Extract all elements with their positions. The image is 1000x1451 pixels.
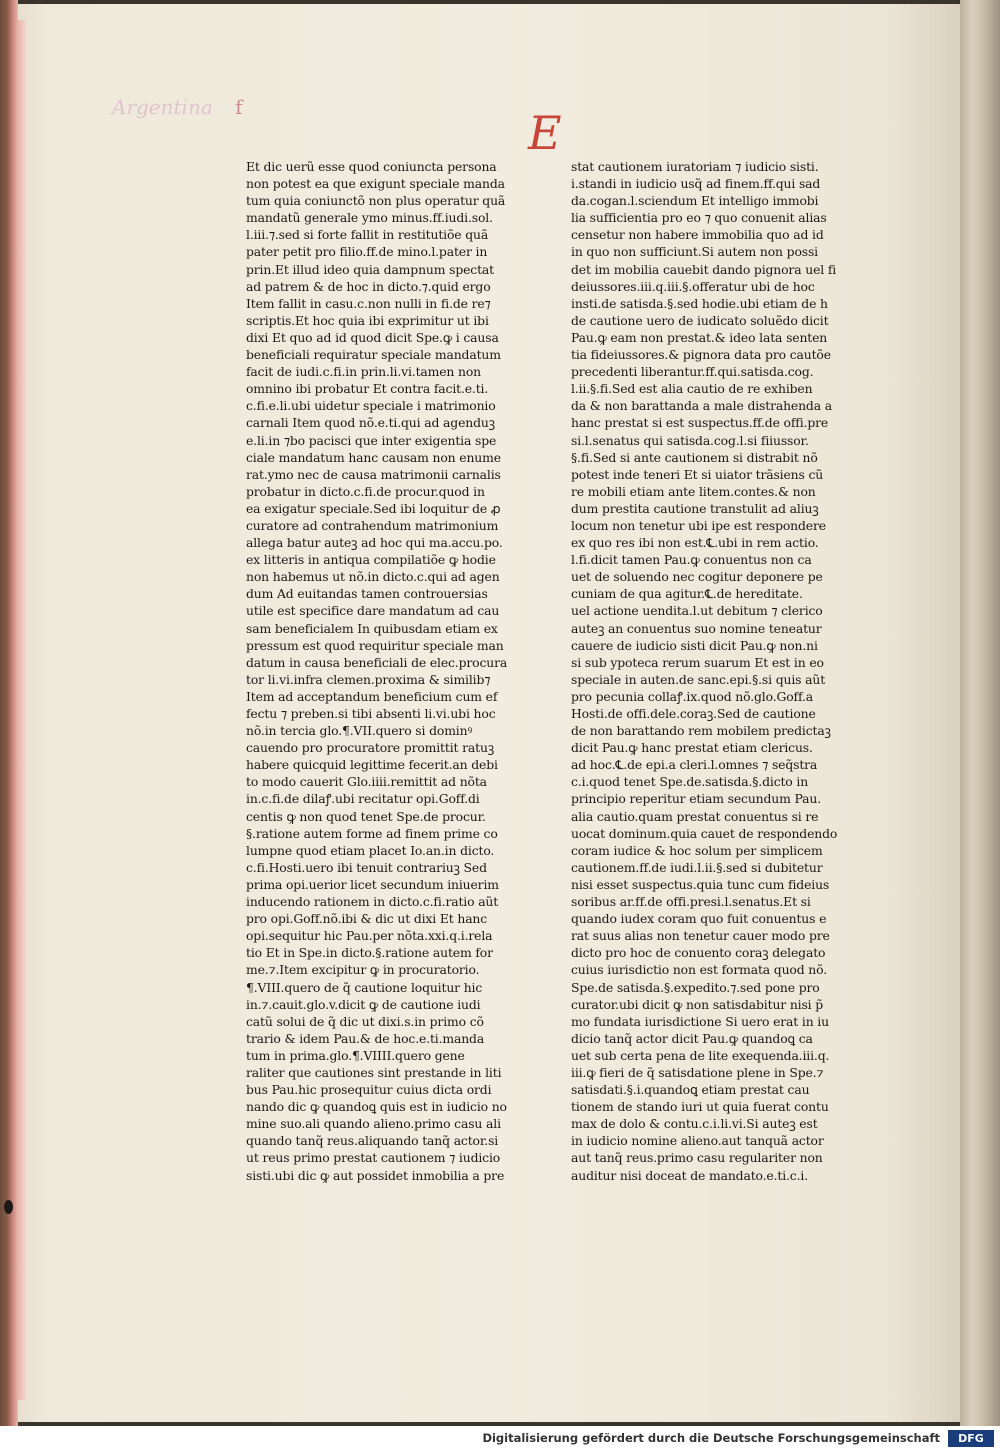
text-line: carnali Item quod nõ.e.ti.qui ad agenduꝫ bbox=[246, 415, 495, 431]
marginal-note-text: Argentina bbox=[112, 95, 213, 119]
text-line: allega batur auteꝫ ad hoc qui ma.accu.po. bbox=[246, 535, 503, 551]
text-line: c.i.quod tenet Spe.de.satisda.§.dicto in bbox=[571, 774, 809, 790]
text-line: Et dic uerũ esse quod coniuncta persona bbox=[246, 159, 497, 174]
text-line: uet sub certa pena de lite exequenda.iii.q. bbox=[571, 1047, 830, 1063]
text-line: bus Pau.hic prosequitur cuius dicta ordi bbox=[246, 1082, 492, 1098]
text-line: potest inde teneri Et si uiator trãsiens cũ bbox=[571, 466, 824, 482]
text-line: in iudicio nomine alieno.aut tanquã actor bbox=[571, 1133, 824, 1149]
text-line: cauendo pro procuratore promittit ratuꝫ bbox=[246, 740, 494, 756]
text-line: dicto pro hoc de conuento coraꝫ delegato bbox=[571, 945, 826, 961]
binding-hole bbox=[4, 1200, 13, 1214]
text-line: insti.de satisda.§.sed hodie.ubi etiam de h bbox=[571, 295, 828, 311]
text-line: nando dic ꝙ quandoꝗ quis est in iudicio no bbox=[246, 1099, 507, 1115]
text-line: dicit Pau.ꝙ hanc prestat etiam clericus. bbox=[571, 740, 813, 756]
text-line: max de dolo & contu.c.i.li.vi.Si auteꝫ est bbox=[571, 1116, 818, 1132]
text-line: beneficiali requiratur speciale mandatum bbox=[246, 347, 501, 363]
text-line: mo fundata iurisdictione Si uero erat in iu bbox=[571, 1013, 829, 1029]
text-line: stat cautionem iuratoriam ⁊ iudicio sisti. bbox=[571, 159, 819, 174]
text-line: Hosti.de offi.dele.coraꝫ.Sed de cautione bbox=[571, 706, 816, 721]
text-line: si.l.senatus qui satisda.cog.l.si fiiussor. bbox=[571, 432, 809, 448]
page-stack-edge bbox=[960, 0, 1000, 1426]
text-column-left bbox=[246, 158, 546, 1184]
text-line: de cautione uero de iudicato soluẽdo dicit bbox=[571, 312, 829, 328]
text-line: trario & idem Pau.& de hoc.e.ti.manda bbox=[246, 1030, 485, 1046]
text-line: ciale mandatum hanc causam non enume bbox=[246, 449, 501, 465]
text-column-right bbox=[571, 158, 871, 1184]
text-line: speciale in auten.de sanc.epi.§.si quis aũt bbox=[571, 671, 826, 687]
text-line: catũ solui de q̃ dic ut dixi.s.in primo cõ bbox=[246, 1013, 484, 1029]
text-line: nisi esset suspectus.quia tunc cum fideius bbox=[571, 876, 830, 892]
text-line: curator.ubi dicit ꝙ non satisdabitur nisi p̃ bbox=[571, 996, 824, 1012]
text-line: to modo cauerit Glo.iiii.remittit ad nõta bbox=[246, 774, 487, 790]
text-line: scriptis.Et hoc quia ibi exprimitur ut ibi bbox=[246, 312, 489, 328]
text-line: satisdati.§.i.quandoꝗ etiam prestat cau bbox=[571, 1082, 810, 1098]
text-line: c.fi.e.li.ubi uidetur speciale i matrimonio bbox=[246, 398, 496, 414]
text-line: datum in causa beneficiali de elec.procura bbox=[246, 654, 508, 670]
text-line: ut reus primo prestat cautionem ⁊ iudicio bbox=[246, 1150, 501, 1166]
text-line: dixi Et quo ad id quod dicit Spe.ꝙ i causa bbox=[246, 329, 499, 345]
text-line: non potest ea que exigunt speciale manda bbox=[246, 176, 505, 192]
text-line: uocat dominum.quia cauet de respondendo bbox=[571, 825, 838, 841]
text-line: dicio tanq̃ actor dicit Pau.ꝙ quandoꝗ ca bbox=[571, 1030, 813, 1046]
text-line: mandatũ generale ymo minus.ff.iudi.sol. bbox=[246, 210, 493, 226]
text-line: in.c.fi.de dilaꝭ.ubi recitatur opi.Goff.di bbox=[246, 791, 480, 807]
text-line: cauere de iudicio sisti dicit Pau.ꝙ non.ni bbox=[571, 637, 818, 653]
text-line: l.fi.dicit tamen Pau.ꝙ conuentus non ca bbox=[571, 552, 812, 568]
text-line: ad patrem & de hoc in dicto.⁊.quid ergo bbox=[246, 278, 491, 294]
text-line: iii.ꝙ fieri de q̃ satisdatione plene in Spe.⁊ bbox=[571, 1064, 824, 1080]
text-line: Item ad acceptandum beneficium cum ef bbox=[246, 688, 498, 704]
text-line: Item fallit in casu.c.non nulli in fi.de re⁊ bbox=[246, 295, 491, 311]
text-line: curatore ad contrahendum matrimonium bbox=[246, 517, 499, 533]
text-line: rat.ymo nec de causa matrimonii carnalis bbox=[246, 466, 501, 482]
text-line: Spe.de satisda.§.expedito.⁊.sed pone pro bbox=[571, 979, 820, 995]
text-line: utile est specifice dare mandatum ad cau bbox=[246, 603, 500, 619]
footer-bar bbox=[0, 1426, 1000, 1451]
text-line: nõ.in tercia glo.¶.VII.quero si dominꝰ bbox=[246, 723, 473, 739]
text-line: alia cautio.quam prestat conuentus si re bbox=[571, 808, 819, 824]
text-line: sisti.ubi dic ꝙ aut possidet inmobilia a pre bbox=[246, 1167, 505, 1183]
text-line: dum prestita cautione transtulit ad aliuꝫ bbox=[571, 500, 819, 516]
text-line: coram iudice & hoc solum per simplicem bbox=[571, 842, 823, 858]
text-line: raliter que cautiones sint prestande in liti bbox=[246, 1064, 502, 1080]
text-line: lumpne quod etiam placet Io.an.in dicto. bbox=[246, 842, 495, 858]
text-line: auteꝫ an conuentus suo nomine teneatur bbox=[571, 620, 822, 636]
text-line: locum non tenetur ubi ipe est respondere bbox=[571, 517, 826, 533]
text-line: auditur nisi doceat de mandato.e.ti.c.i. bbox=[571, 1167, 808, 1183]
text-line: da.cogan.l.sciendum Et intelligo immobi bbox=[571, 193, 819, 209]
text-line: precedenti liberantur.ff.qui.satisda.cog. bbox=[571, 364, 814, 380]
text-line: deiussores.iii.q.iii.§.offeratur ubi de hoc bbox=[571, 278, 815, 294]
text-line: centis ꝙ non quod tenet Spe.de procur. bbox=[246, 808, 486, 824]
text-line: de non barattando rem mobilem predictaꝫ bbox=[571, 723, 831, 739]
text-line: quando iudex coram quo fuit conuentus e bbox=[571, 911, 827, 927]
text-line: re mobili etiam ante litem.contes.& non bbox=[571, 483, 816, 499]
text-line: pater petit pro filio.ff.de mino.l.pater in bbox=[246, 244, 488, 260]
text-line: lia sufficientia pro eo ⁊ quo conuenit alias bbox=[571, 210, 827, 226]
rubric-letter: E bbox=[528, 106, 562, 160]
text-line: cuius iurisdictio non est formata quod nõ. bbox=[571, 962, 828, 978]
text-line: tionem de stando iuri ut quia fuerat contu bbox=[571, 1099, 829, 1115]
text-line: in quo non sufficiunt.Si autem non possi bbox=[571, 244, 818, 260]
text-line: da & non barattanda a male distrahenda a bbox=[571, 398, 832, 414]
text-line: §.fi.Sed si ante cautionem si distrabit nõ bbox=[571, 449, 818, 465]
text-line: l.iii.⁊.sed si forte fallit in restitutiõe quã bbox=[246, 227, 489, 243]
text-line: me.⁊.Item excipitur ꝙ in procuratorio. bbox=[246, 962, 480, 978]
text-line: quando tanq̃ reus.aliquando tanq̃ actor.si bbox=[246, 1133, 499, 1149]
text-line: aut tanq̃ reus.primo casu regulariter non bbox=[571, 1150, 823, 1166]
text-line: probatur in dicto.c.fi.de procur.quod in bbox=[246, 483, 485, 499]
marginal-note bbox=[112, 95, 252, 121]
text-line: pressum est quod requiritur speciale man bbox=[246, 637, 504, 653]
text-line: Pau.ꝙ eam non prestat.& ideo lata senten bbox=[571, 329, 828, 345]
text-line: i.standi in iudicio usq̃ ad finem.ff.qui sad bbox=[571, 176, 821, 192]
text-line: c.fi.Hosti.uero ibi tenuit contrariuꝫ Sed bbox=[246, 859, 487, 875]
text-line: facit de iudi.c.fi.in prin.li.vi.tamen non bbox=[246, 364, 482, 380]
text-line: det im mobilia cauebit dando pignora uel fi bbox=[571, 261, 837, 277]
text-line: tia fideiussores.& pignora data pro cautõe bbox=[571, 347, 831, 363]
text-line: tor li.vi.infra clemen.proxima & similib⁊ bbox=[246, 671, 491, 687]
text-line: sam beneficialem In quibusdam etiam ex bbox=[246, 620, 498, 636]
text-line: fectu ⁊ preben.si tibi absenti li.vi.ubi hoc bbox=[246, 706, 496, 721]
text-line: habere quicquid legittime fecerit.an debi bbox=[246, 757, 498, 773]
text-line: ex quo res ibi non est.℄.ubi in rem actio. bbox=[571, 535, 819, 551]
text-line: soribus ar.ff.de offi.presi.l.senatus.Et si bbox=[571, 894, 811, 910]
text-line: tum quia coniunctõ non plus operatur quã bbox=[246, 193, 506, 209]
text-line: ex litteris in antiqua compilatiõe ꝙ hodie bbox=[246, 552, 496, 568]
text-line: pro opi.Goff.nõ.ibi & dic ut dixi Et hanc bbox=[246, 911, 488, 927]
text-line: prima opi.uerior licet secundum iniuerim bbox=[246, 876, 499, 892]
text-line: tio Et in Spe.in dicto.§.ratione autem for bbox=[246, 945, 493, 961]
text-line: §.ratione autem forme ad finem prime co bbox=[246, 825, 498, 841]
text-line: l.ii.§.fi.Sed est alia cautio de re exhiben bbox=[571, 381, 813, 397]
text-line: prin.Et illud ideo quia dampnum spectat bbox=[246, 261, 494, 277]
text-line: rat suus alias non tenetur cauer modo pre bbox=[571, 928, 830, 944]
text-line: cautionem.ff.de iudi.l.ii.§.sed si dubitetur bbox=[571, 859, 823, 875]
funding-credit: Digitalisierung gefördert durch die Deutsche Forschungsgemeinschaft bbox=[482, 1431, 940, 1445]
page-edge-stain bbox=[18, 20, 26, 1400]
text-line: ad hoc.℄.de epi.a cleri.l.omnes ⁊ seq̃stra bbox=[571, 757, 818, 773]
text-line: e.li.in ⁊bo pacisci que inter exigentia spe bbox=[246, 432, 497, 448]
text-line: uel actione uendita.l.ut debitum ⁊ clerico bbox=[571, 603, 823, 619]
text-line: uet de soluendo nec cogitur deponere pe bbox=[571, 569, 823, 585]
text-line: censetur non habere immobilia quo ad id bbox=[571, 227, 824, 243]
text-line: non habemus ut nõ.in dicto.c.qui ad agen bbox=[246, 569, 500, 585]
text-line: in.⁊.cauit.glo.v.dicit ꝙ de cautione iudi bbox=[246, 996, 481, 1012]
text-line: hanc prestat si est suspectus.ff.de offi.pre bbox=[571, 415, 829, 431]
text-line: ¶.VIII.quero de q̃ cautione loquitur hic bbox=[246, 979, 483, 995]
text-line: si sub ypoteca rerum suarum Et est in eo bbox=[571, 654, 824, 670]
text-line: inducendo rationem in dicto.c.fi.ratio aũt bbox=[246, 894, 499, 910]
text-line: ea exigatur speciale.Sed ibi loquitur de ꝓ bbox=[246, 500, 501, 516]
marginal-mark: f bbox=[235, 95, 243, 119]
text-line: principio reperitur etiam secundum Pau. bbox=[571, 791, 821, 807]
text-line: dum Ad euitandas tamen controuersias bbox=[246, 586, 488, 602]
text-line: mine suo.ali quando alieno.primo casu ali bbox=[246, 1116, 501, 1132]
text-line: tum in prima.glo.¶.VIIII.quero gene bbox=[246, 1047, 465, 1063]
text-line: cuniam de qua agitur.℄.de hereditate. bbox=[571, 586, 803, 602]
text-line: pro pecunia collaꝭ.ix.quod nõ.glo.Goff.a bbox=[571, 688, 814, 704]
text-line: opi.sequitur hic Pau.per nõta.xxi.q.i.rela bbox=[246, 928, 493, 944]
text-line: omnino ibi probatur Et contra facit.e.ti. bbox=[246, 381, 489, 397]
dfg-logo: DFG bbox=[948, 1430, 994, 1447]
